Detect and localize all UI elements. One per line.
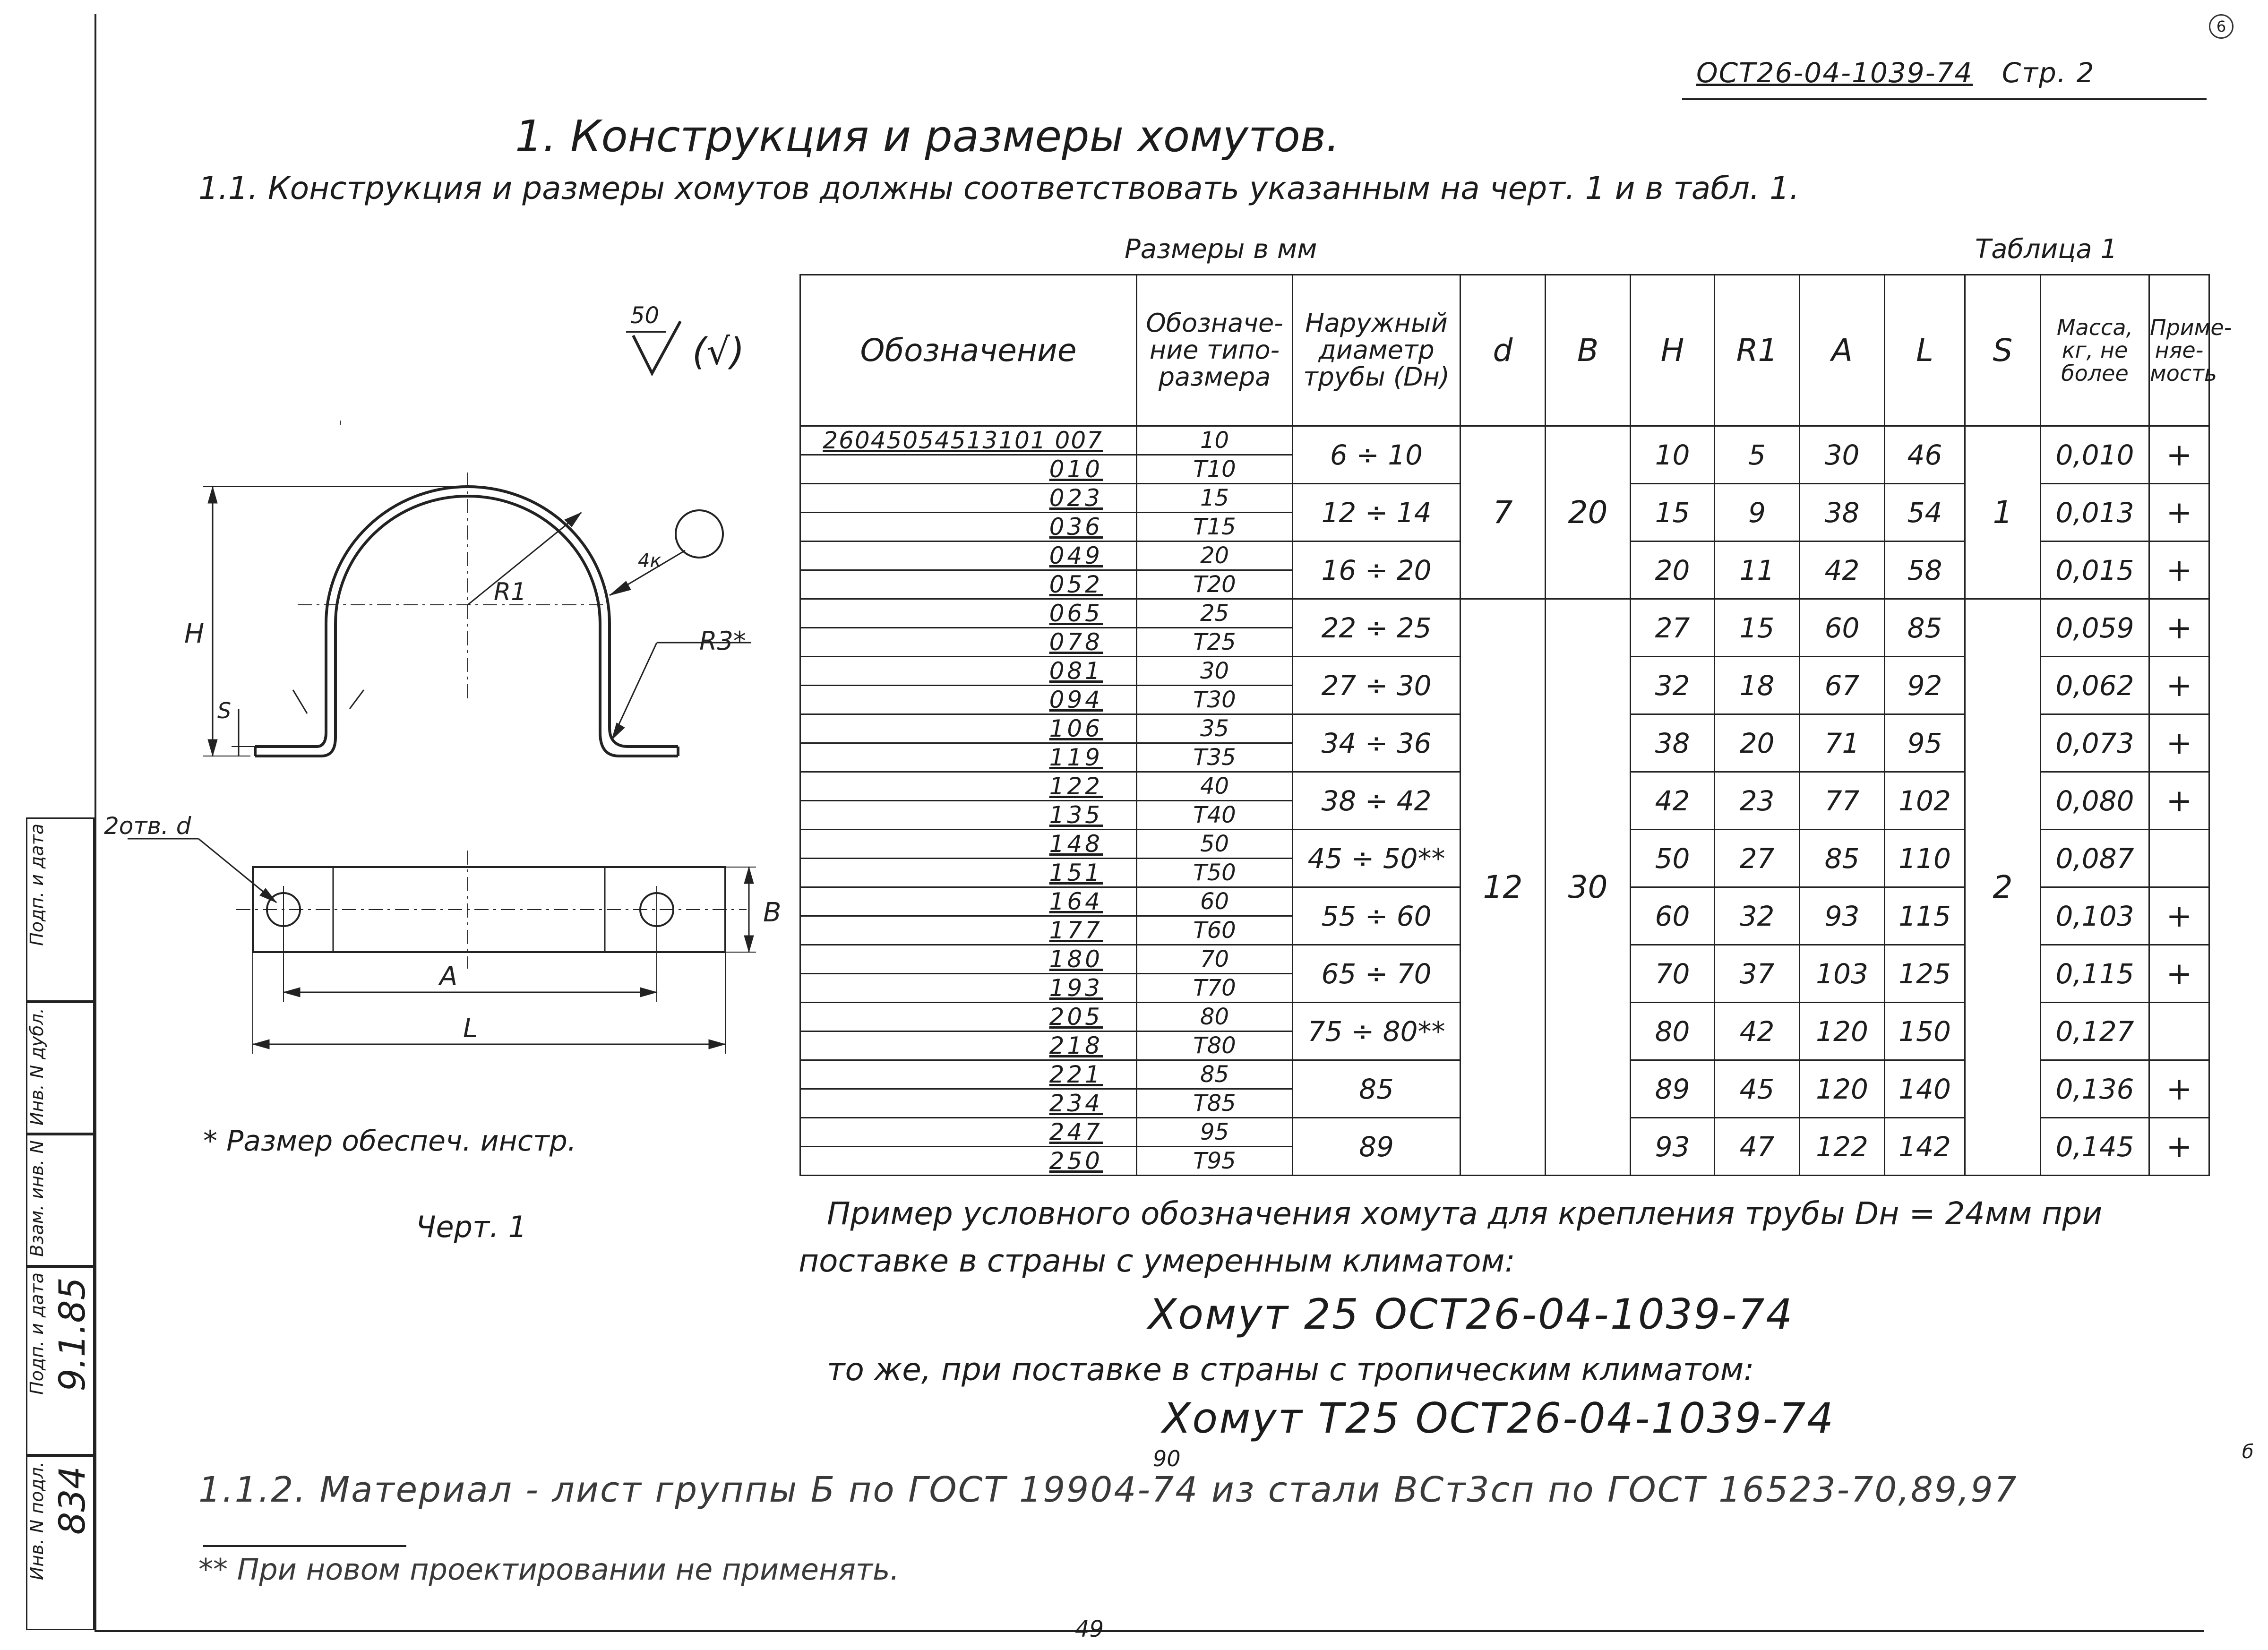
col-outer-diameter: Наружный диаметр трубы (Dн)	[1293, 275, 1460, 426]
material-clause: 1.1.2. Материал - лист группы Б по ГОСТ 19904-74 из стали ВСт3сп по ГОСТ 16523-70,89,97	[198, 1470, 2018, 1510]
a-cell: 103	[1800, 945, 1885, 1003]
d-cell: 7	[1460, 426, 1546, 599]
a-cell: 71	[1800, 714, 1885, 772]
table-header-row	[800, 275, 2209, 426]
type-size-cell: 60	[1137, 887, 1293, 916]
h-cell: 80	[1631, 1003, 1715, 1060]
type-size-cell: 40	[1137, 772, 1293, 801]
designation-cell: 151	[800, 859, 1137, 887]
h-cell: 10	[1631, 426, 1715, 484]
designation-cell: 052	[800, 570, 1137, 599]
page-label: Стр. 2	[2002, 57, 2095, 89]
outer-diameter-cell: 6 ÷ 10	[1293, 426, 1460, 484]
type-size-cell: Т20	[1137, 570, 1293, 599]
sidebar-cell	[26, 1266, 94, 1455]
designation-cell: 218	[800, 1031, 1137, 1060]
type-size-cell: Т30	[1137, 686, 1293, 714]
table-body	[800, 426, 2209, 1176]
h-cell: 32	[1631, 657, 1715, 714]
designation-cell: 036	[800, 513, 1137, 541]
clamp-drawing	[104, 425, 782, 1063]
type-size-cell: 25	[1137, 599, 1293, 628]
h-cell: 15	[1631, 484, 1715, 541]
a-cell: 120	[1800, 1003, 1885, 1060]
d-cell: 12	[1460, 599, 1546, 1176]
type-size-cell: Т60	[1137, 916, 1293, 945]
table-units-caption: Размеры в мм	[1125, 234, 1317, 265]
size-note: * Размер обеспеч. инстр.	[203, 1125, 576, 1158]
applicability-cell: +	[2149, 541, 2209, 599]
mass-cell: 0,080	[2041, 772, 2149, 830]
sidebar-cell	[26, 817, 94, 1002]
r1-cell: 23	[1715, 772, 1800, 830]
designation-cell: 135	[800, 801, 1137, 830]
s-cell: 2	[1965, 599, 2041, 1176]
mass-cell: 0,087	[2041, 830, 2149, 887]
applicability-cell	[2149, 1003, 2209, 1060]
designation-cell: 26045054513101 007	[800, 426, 1137, 455]
label-a: A	[439, 961, 458, 992]
s-cell: 1	[1965, 426, 2041, 599]
col-s: S	[1965, 275, 2041, 426]
outer-diameter-cell: 27 ÷ 30	[1293, 657, 1460, 714]
applicability-cell	[2149, 830, 2209, 887]
designation-cell: 023	[800, 484, 1137, 513]
type-size-cell: Т80	[1137, 1031, 1293, 1060]
applicability-cell: +	[2149, 426, 2209, 484]
clamp-side-view	[203, 421, 751, 756]
designation-example-temperate: Хомут 25 ОСТ26-04-1039-74	[1148, 1290, 1794, 1339]
type-size-cell: Т50	[1137, 859, 1293, 887]
mass-cell: 0,073	[2041, 714, 2149, 772]
roughness-paren: (√)	[692, 331, 745, 373]
a-cell: 38	[1800, 484, 1885, 541]
col-h: H	[1631, 275, 1715, 426]
l-cell: 115	[1885, 887, 1965, 945]
sidebar-handwritten: 834	[51, 1466, 93, 1535]
page-number: 49	[1075, 1616, 1104, 1642]
r1-cell: 32	[1715, 887, 1800, 945]
outer-diameter-cell: 85	[1293, 1060, 1460, 1118]
applicability-cell: +	[2149, 887, 2209, 945]
h-cell: 93	[1631, 1118, 1715, 1176]
l-cell: 46	[1885, 426, 1965, 484]
margin-mark: б	[2242, 1441, 2254, 1463]
h-cell: 27	[1631, 599, 1715, 657]
label-l: L	[463, 1013, 478, 1044]
table-row	[800, 599, 2209, 628]
applicability-cell: +	[2149, 484, 2209, 541]
l-cell: 102	[1885, 772, 1965, 830]
type-size-cell: Т40	[1137, 801, 1293, 830]
designation-cell: 177	[800, 916, 1137, 945]
designation-cell: 119	[800, 743, 1137, 772]
designation-cell: 164	[800, 887, 1137, 916]
header-rule	[1682, 98, 2207, 100]
type-size-cell: Т15	[1137, 513, 1293, 541]
l-cell: 110	[1885, 830, 1965, 887]
col-b: B	[1546, 275, 1631, 426]
roughness-value: 50	[630, 302, 660, 329]
designation-cell: 078	[800, 628, 1137, 657]
mass-cell: 0,059	[2041, 599, 2149, 657]
sidebar-label: Инв. N подл.	[26, 1461, 47, 1581]
applicability-cell: +	[2149, 599, 2209, 657]
designation-cell: 221	[800, 1060, 1137, 1089]
designation-cell: 247	[800, 1118, 1137, 1147]
sidebar-label: Инв. N дубл.	[26, 1008, 47, 1126]
outer-diameter-cell: 22 ÷ 25	[1293, 599, 1460, 657]
r1-cell: 11	[1715, 541, 1800, 599]
label-holes: 2отв. d	[104, 812, 191, 840]
clamp-top-view	[128, 839, 756, 1054]
h-cell: 42	[1631, 772, 1715, 830]
approval-sidebar	[26, 817, 94, 1630]
outer-diameter-cell: 45 ÷ 50**	[1293, 830, 1460, 887]
surface-roughness-mark	[624, 302, 765, 383]
example-intro-line-1: Пример условного обозначения хомута для крепления трубы Dн = 24мм при	[827, 1195, 2103, 1232]
h-cell: 20	[1631, 541, 1715, 599]
l-cell: 140	[1885, 1060, 1965, 1118]
a-cell: 67	[1800, 657, 1885, 714]
a-cell: 42	[1800, 541, 1885, 599]
type-size-cell: 15	[1137, 484, 1293, 513]
designation-cell: 010	[800, 455, 1137, 484]
mass-cell: 0,136	[2041, 1060, 2149, 1118]
h-cell: 38	[1631, 714, 1715, 772]
mass-cell: 0,010	[2041, 426, 2149, 484]
l-cell: 54	[1885, 484, 1965, 541]
type-size-cell: 35	[1137, 714, 1293, 743]
type-size-cell: Т70	[1137, 974, 1293, 1003]
mass-cell: 0,145	[2041, 1118, 2149, 1176]
h-cell: 60	[1631, 887, 1715, 945]
col-mass: Масса, кг, не более	[2041, 275, 2149, 426]
sidebar-label: Подп. и дата	[26, 1272, 47, 1395]
col-d: d	[1460, 275, 1546, 426]
a-cell: 30	[1800, 426, 1885, 484]
type-size-cell: 10	[1137, 426, 1293, 455]
l-cell: 58	[1885, 541, 1965, 599]
applicability-cell: +	[2149, 714, 2209, 772]
a-cell: 85	[1800, 830, 1885, 887]
l-cell: 142	[1885, 1118, 1965, 1176]
designation-example-tropical: Хомут Т25 ОСТ26-04-1039-74	[1162, 1394, 1835, 1443]
r1-cell: 18	[1715, 657, 1800, 714]
a-cell: 122	[1800, 1118, 1885, 1176]
sidebar-label: Подп. и дата	[26, 824, 47, 946]
type-size-cell: 20	[1137, 541, 1293, 570]
paragraph-1-1: 1.1. Конструкция и размеры хомутов должны соответствовать указанным на черт. 1 и в табл. 1.	[198, 170, 1800, 206]
designation-cell: 122	[800, 772, 1137, 801]
a-cell: 93	[1800, 887, 1885, 945]
h-cell: 50	[1631, 830, 1715, 887]
applicability-cell: +	[2149, 945, 2209, 1003]
designation-cell: 094	[800, 686, 1137, 714]
type-size-cell: 70	[1137, 945, 1293, 974]
dimensions-table	[799, 274, 2232, 1176]
designation-cell: 180	[800, 945, 1137, 974]
h-cell: 89	[1631, 1060, 1715, 1118]
r1-cell: 9	[1715, 484, 1800, 541]
sidebar-cell	[26, 1455, 94, 1630]
designation-cell: 234	[800, 1089, 1137, 1118]
type-size-cell: Т95	[1137, 1147, 1293, 1176]
outer-diameter-cell: 65 ÷ 70	[1293, 945, 1460, 1003]
outer-diameter-cell: 75 ÷ 80**	[1293, 1003, 1460, 1060]
outer-diameter-cell: 12 ÷ 14	[1293, 484, 1460, 541]
r1-cell: 47	[1715, 1118, 1800, 1176]
a-cell: 77	[1800, 772, 1885, 830]
r1-cell: 15	[1715, 599, 1800, 657]
sidebar-label: Взам. инв. N	[26, 1140, 47, 1257]
standard-code: ОСТ26-04-1039-74	[1696, 57, 1973, 89]
document-code	[1696, 57, 2095, 89]
label-r1: R1	[494, 578, 527, 606]
designation-cell: 205	[800, 1003, 1137, 1031]
figure-label: Черт. 1	[416, 1210, 527, 1244]
r1-cell: 27	[1715, 830, 1800, 887]
corner-page-mark: 6	[2209, 14, 2234, 39]
outer-diameter-cell: 16 ÷ 20	[1293, 541, 1460, 599]
example-intro-tropical: то же, при поставке в страны с тропическим климатом:	[827, 1351, 1754, 1388]
r1-cell: 42	[1715, 1003, 1800, 1060]
outer-diameter-cell: 34 ÷ 36	[1293, 714, 1460, 772]
outer-diameter-cell: 55 ÷ 60	[1293, 887, 1460, 945]
type-size-cell: Т35	[1137, 743, 1293, 772]
r1-cell: 37	[1715, 945, 1800, 1003]
label-h: H	[184, 619, 205, 649]
mass-cell: 0,103	[2041, 887, 2149, 945]
material-correction-mark: 90	[1153, 1446, 1181, 1471]
l-cell: 125	[1885, 945, 1965, 1003]
designation-cell: 065	[800, 599, 1137, 628]
l-cell: 85	[1885, 599, 1965, 657]
mass-cell: 0,115	[2041, 945, 2149, 1003]
table-row	[800, 426, 2209, 455]
mass-cell: 0,013	[2041, 484, 2149, 541]
type-size-cell: 95	[1137, 1118, 1293, 1147]
designation-cell: 049	[800, 541, 1137, 570]
type-size-cell: 50	[1137, 830, 1293, 859]
type-size-cell: Т85	[1137, 1089, 1293, 1118]
sidebar-cell	[26, 1002, 94, 1134]
label-s: S	[217, 698, 232, 723]
col-a: A	[1800, 275, 1885, 426]
type-size-cell: Т25	[1137, 628, 1293, 657]
type-size-cell: 30	[1137, 657, 1293, 686]
designation-cell: 193	[800, 974, 1137, 1003]
label-angle: 4к	[638, 550, 662, 572]
mass-cell: 0,015	[2041, 541, 2149, 599]
label-b: B	[763, 897, 782, 928]
col-l: L	[1885, 275, 1965, 426]
type-size-cell: 80	[1137, 1003, 1293, 1031]
outer-diameter-cell: 38 ÷ 42	[1293, 772, 1460, 830]
r1-cell: 45	[1715, 1060, 1800, 1118]
example-intro-line-2: поставке в страны с умеренным климатом:	[799, 1243, 1515, 1279]
type-size-cell: Т10	[1137, 455, 1293, 484]
designation-cell: 106	[800, 714, 1137, 743]
mass-cell: 0,062	[2041, 657, 2149, 714]
designation-cell: 148	[800, 830, 1137, 859]
table-caption: Таблица 1	[1975, 234, 2118, 265]
l-cell: 92	[1885, 657, 1965, 714]
a-cell: 120	[1800, 1060, 1885, 1118]
l-cell: 95	[1885, 714, 1965, 772]
footnote: ** При новом проектировании не применять.	[198, 1552, 900, 1587]
applicability-cell: +	[2149, 1060, 2209, 1118]
footnote-rule	[203, 1545, 406, 1547]
applicability-cell: +	[2149, 657, 2209, 714]
applicability-cell: +	[2149, 1118, 2209, 1176]
label-r3: R3*	[699, 626, 746, 656]
col-applicability: Приме- няе- мость	[2149, 275, 2209, 426]
type-size-cell: 85	[1137, 1060, 1293, 1089]
r1-cell: 20	[1715, 714, 1800, 772]
section-title: 1. Конструкция и размеры хомутов.	[515, 111, 1340, 162]
r1-cell: 5	[1715, 426, 1800, 484]
sidebar-handwritten: 9.1.85	[51, 1277, 93, 1392]
sidebar-cell	[26, 1134, 94, 1266]
mass-cell: 0,127	[2041, 1003, 2149, 1060]
l-cell: 150	[1885, 1003, 1965, 1060]
designation-cell: 250	[800, 1147, 1137, 1176]
col-designation: Обозначение	[800, 275, 1137, 426]
a-cell: 60	[1800, 599, 1885, 657]
outer-diameter-cell: 89	[1293, 1118, 1460, 1176]
h-cell: 70	[1631, 945, 1715, 1003]
col-r1: R1	[1715, 275, 1800, 426]
designation-cell: 081	[800, 657, 1137, 686]
col-type-size: Обозначе- ние типо- размера	[1137, 275, 1293, 426]
b-cell: 30	[1546, 599, 1631, 1176]
applicability-cell: +	[2149, 772, 2209, 830]
b-cell: 20	[1546, 426, 1631, 599]
